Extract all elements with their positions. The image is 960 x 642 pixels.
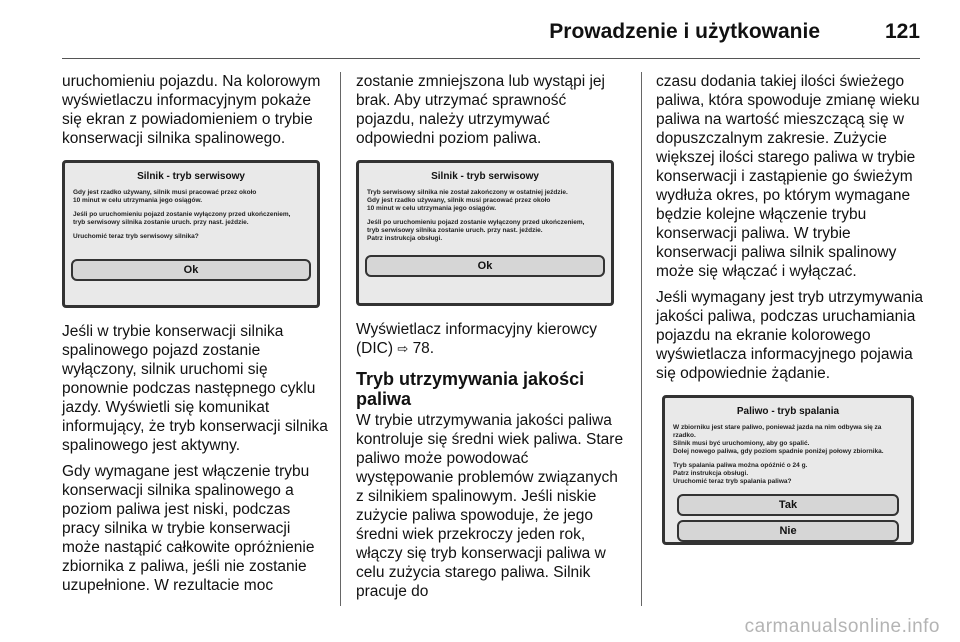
fuel-burn-mode-screen bbox=[662, 395, 914, 545]
page-reference-arrow-icon: ⇨ bbox=[397, 342, 409, 357]
screen-line: Tryb serwisowy silnika nie został zakończony w ostatniej jeździe. bbox=[367, 189, 568, 196]
screen-line: Silnik musi być uruchomiony, aby go spalić. bbox=[673, 440, 810, 447]
engine-service-mode-incomplete-screen bbox=[356, 160, 614, 306]
column-3 bbox=[656, 72, 924, 559]
paragraph: W trybie utrzymywania jakości paliwa kontroluje się średni wiek paliwa. Stare paliwo może powodować występowanie problemów związanych z silnikiem spalinowym. Jeśli niskie zużycie paliwa spowoduje, że jego średni wiek przekroczy jeden rok, włączy się tryb konserwacji paliwa w celu zużycia starego paliwa. Silnik pracuje do bbox=[356, 412, 624, 600]
section-heading: Tryb utrzymywania jakości paliwa bbox=[356, 369, 585, 409]
screen-line: 10 minut w celu utrzymania jego osiągów. bbox=[73, 197, 203, 204]
paragraph: Jeśli wymagany jest tryb utrzymywania jakości paliwa, podczas uruchamiania pojazdu na ekranie kolorowego wyświetlacza informacyjnego pojawia się odpowiednie żądanie. bbox=[656, 289, 924, 382]
paragraph: Jeśli w trybie konserwacji silnika spalinowego pojazd zostanie wyłączony, silnik uruchomi się ponownie podczas następnego cyklu jazdy. Wyświetli się komunikat informujący, że tryb konserwacji silnika spalinowego jest aktywny. bbox=[62, 323, 328, 454]
screen-line: W zbiorniku jest stare paliwo, ponieważ jazda na nim odbywa się za rzadko. bbox=[673, 424, 882, 439]
paragraph: czasu dodania takiej ilości świeżego paliwa, która spowoduje zmianę wieku paliwa na wartość mieszczącą się w dopuszczalnym zakresie. Zużycie większej ilości starego paliwa w trybie konserwacji i zastąpienie go świeżym wydłuża okres, po którym wymagane będzie kolejne włączenie trybu konserwacji paliwa. W trybie konserwacji paliwa silnik spalinowy może się włączać i wyłączać. bbox=[656, 73, 920, 280]
page-header bbox=[0, 16, 960, 50]
screen-line: tryb serwisowy silnika zostanie uruch. przy nast. jeździe. bbox=[73, 219, 249, 226]
ok-button: Ok bbox=[365, 255, 605, 277]
screen-line: tryb serwisowy silnika zostanie uruch. przy nast. jeździe. bbox=[367, 227, 543, 234]
yes-button: Tak bbox=[677, 494, 899, 516]
watermark: carmanualsonline.info bbox=[744, 616, 940, 637]
column-1 bbox=[62, 72, 332, 602]
screen-line: Tryb spalania paliwa można opóźnić o 24 g. bbox=[673, 462, 808, 469]
screen-line: Dolej nowego paliwa, gdy poziom spadnie poniżej połowy zbiornika. bbox=[673, 448, 884, 455]
screen-line: Patrz instrukcja obsługi. bbox=[673, 470, 749, 477]
column-2 bbox=[356, 72, 626, 608]
header-divider bbox=[62, 58, 920, 59]
screen-line: Uruchomić teraz tryb spalania paliwa? bbox=[673, 478, 792, 485]
no-button: Nie bbox=[677, 520, 899, 542]
screen-line: Patrz instrukcja obsługi. bbox=[367, 235, 443, 242]
paragraph: zostanie zmniejszona lub wystąpi jej brak. Aby utrzymać sprawność pojazdu, należy utrzymywać odpowiedni poziom paliwa. bbox=[356, 73, 605, 147]
page-number: 121 bbox=[884, 20, 920, 43]
page-reference-number: 78. bbox=[412, 340, 435, 357]
dic-reference-text: Wyświetlacz informacyjny kierowcy (DIC) bbox=[356, 321, 598, 357]
paragraph: uruchomieniu pojazdu. Na kolorowym wyświetlaczu informacyjnym pokaże się ekran z powiadomieniem o trybie konserwacji silnika spalinowego. bbox=[62, 73, 321, 147]
screen-line: Uruchomić teraz tryb serwisowy silnika? bbox=[73, 233, 199, 240]
screen-line: Jeśli po uruchomieniu pojazd zostanie wyłączony przed ukończeniem, bbox=[367, 219, 585, 226]
paragraph: Gdy wymagane jest włączenie trybu konserwacji silnika spalinowego a poziom paliwa jest niski, podczas pracy silnika w trybie konserwacji może nastąpić całkowite opróżnienie zbiornika z paliwa, jeśli nie zostanie uzupełnione. W rezultacie moc bbox=[62, 463, 315, 594]
screen-line: Jeśli po uruchomieniu pojazd zostanie wyłączony przed ukończeniem, bbox=[73, 211, 291, 218]
screen-line: Gdy jest rzadko używany, silnik musi pracować przez około bbox=[73, 189, 257, 196]
column-divider-1 bbox=[340, 72, 341, 606]
page-title: Prowadzenie i użytkowanie bbox=[549, 20, 820, 43]
screen-title: Silnik - tryb serwisowy bbox=[137, 171, 245, 182]
screen-line: Gdy jest rzadko używany, silnik musi pracować przez około bbox=[367, 197, 551, 204]
engine-service-mode-screen bbox=[62, 160, 320, 308]
paragraph bbox=[356, 320, 626, 359]
ok-button: Ok bbox=[71, 259, 311, 281]
screen-title: Paliwo - tryb spalania bbox=[736, 406, 840, 417]
screen-line: 10 minut w celu utrzymania jego osiągów. bbox=[367, 205, 497, 212]
column-divider-2 bbox=[641, 72, 642, 606]
screen-title: Silnik - tryb serwisowy bbox=[431, 171, 539, 182]
